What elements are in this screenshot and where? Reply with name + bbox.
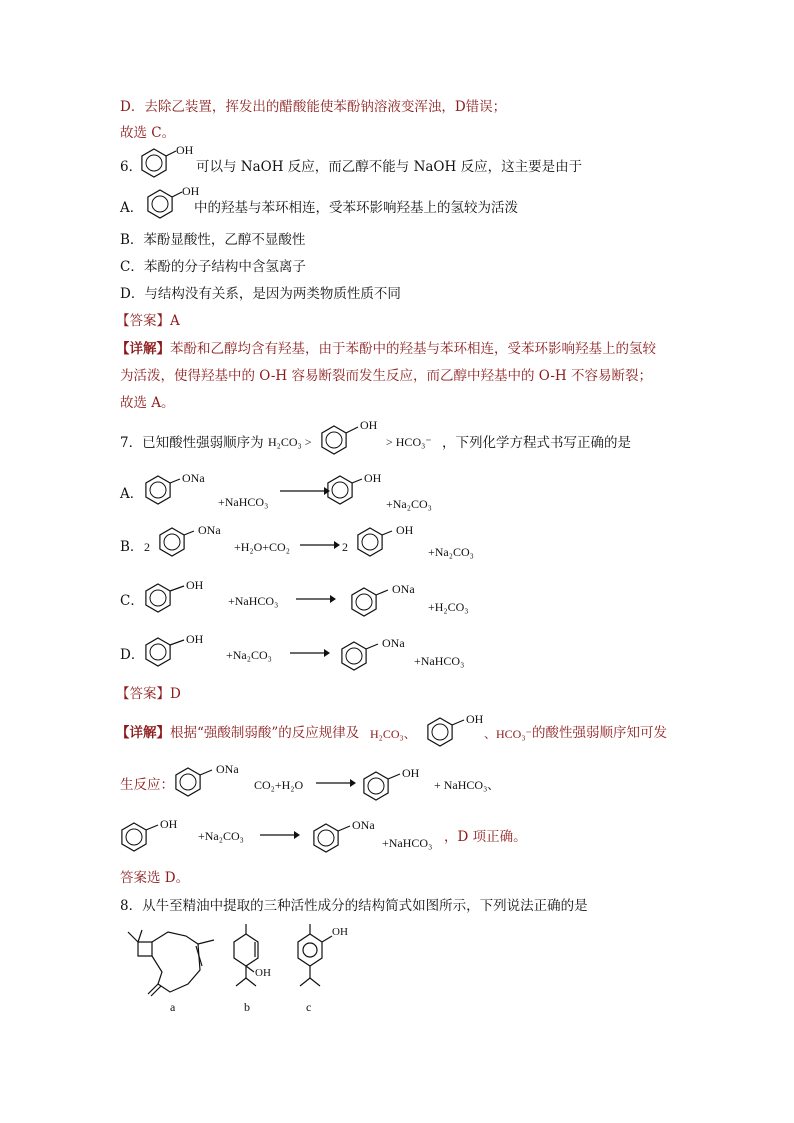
q7-stem-suffix: ，下列化学方程式书写正确的是 xyxy=(442,435,631,451)
q7-explain-a: 【详解】根据“强酸制弱酸”的反应规律及 xyxy=(116,725,360,741)
q6-stem: 可以与 NaOH 反应，而乙醇不能与 NaOH 反应，这主要是由于 xyxy=(196,159,583,175)
sodium-phenoxide-structure: ONa xyxy=(154,520,230,564)
q8-stem: 8．从牛至精油中提取的三种活性成分的结构简式如图所示，下列说法正确的是 xyxy=(120,898,588,914)
reaction-arrow-icon xyxy=(316,778,356,788)
structure-c-icon xyxy=(288,920,358,1000)
q7-a-product: +Na₂CO₃ xyxy=(386,497,432,511)
q7-b-coef1: 2 xyxy=(144,540,150,554)
q7-eq2-tail: ，D 项正确。 xyxy=(444,829,527,845)
q6-number: 6． xyxy=(120,159,143,175)
phenol-structure: OH xyxy=(116,815,186,859)
phenol-structure: OH xyxy=(316,418,388,462)
reaction-arrow-icon xyxy=(296,594,336,604)
phenol-structure: OH xyxy=(140,576,210,620)
structure-b-icon xyxy=(222,920,282,1000)
q7-conclusion: 答案选 D。 xyxy=(120,870,190,886)
q7-answer: 【答案】D xyxy=(116,686,181,702)
q7-b-coef2: 2 xyxy=(342,540,348,554)
phenol-structure: OH xyxy=(358,764,428,808)
q6-option-d: D．与结构没有关系，是因为两类物质性质不同 xyxy=(120,286,401,302)
q6-explain-line1: 【详解】苯酚和乙醇均含有羟基，由于苯酚中的羟基与苯环相连，受苯环影响羟基上的氢较 xyxy=(116,341,656,357)
q7-h2co3: H₂CO₃ > xyxy=(268,435,312,449)
q6-explain-line2: 为活泼，使得羟基中的 O-H 容易断裂而发生反应，而乙醇中羟基中的 O-H 不容易断裂； xyxy=(120,368,652,384)
q7-b-product: +Na₂CO₃ xyxy=(428,545,474,559)
q7-a-reagent: +NaHCO₃ xyxy=(218,495,269,509)
q7-stem-prefix: 7．已知酸性强弱顺序为 xyxy=(120,435,264,451)
q7-option-b-label: B． xyxy=(120,539,144,555)
sodium-phenoxide-structure: ONa xyxy=(170,760,250,804)
q7-option-d-label: D． xyxy=(120,647,145,663)
phenol-structure: OH xyxy=(140,630,210,674)
phenol-structure: OH xyxy=(352,520,422,564)
svg-text:OH: OH xyxy=(255,967,271,979)
q5-conclusion: 故选 C。 xyxy=(120,125,176,141)
q7-explain-hco3: 、HCO₃⁻ xyxy=(484,727,532,741)
q6-option-a: 中的羟基与苯环相连，受苯环影响羟基上的氢较为活泼 xyxy=(194,200,518,216)
q5-option-d-explain: D．去除乙装置，挥发出的醋酸能使苯酚钠溶液变浑浊，D错误； xyxy=(120,99,507,115)
q7-explain-c: 生反应： xyxy=(120,777,174,793)
q7-eq2-reagent: +Na₂CO₃ xyxy=(198,829,244,843)
structure-b-label: b xyxy=(244,1000,250,1014)
phenol-structure: OH xyxy=(136,145,196,185)
q7-d-reagent: +Na₂CO₃ xyxy=(226,648,272,662)
structure-c-label: c xyxy=(306,1000,312,1014)
q7-explain-b: 的酸性强弱顺序知可发 xyxy=(532,725,667,741)
phenol-structure: OH xyxy=(142,186,202,226)
q6-option-a-label: A． xyxy=(120,200,144,216)
q7-eq1-product: + NaHCO₃、 xyxy=(434,778,500,792)
sodium-phenoxide-structure: ONa xyxy=(336,634,412,678)
reaction-arrow-icon xyxy=(290,648,330,658)
q7-c-product: +H₂CO₃ xyxy=(428,600,469,614)
q7-eq2-product: +NaHCO₃ xyxy=(382,836,433,850)
sodium-phenoxide-structure: ONa xyxy=(308,816,388,860)
q7-d-product: +NaHCO₃ xyxy=(414,654,465,668)
q6-conclusion: 故选 A。 xyxy=(120,395,175,411)
phenol-structure: OH xyxy=(422,710,492,754)
reaction-arrow-icon xyxy=(300,540,340,550)
structure-a-icon xyxy=(118,922,228,1002)
q7-eq1-reagent: CO₂+H₂O xyxy=(254,778,304,792)
q6-answer: 【答案】A xyxy=(116,313,180,329)
q7-c-reagent: +NaHCO₃ xyxy=(228,594,279,608)
q6-option-c: C．苯酚的分子结构中含氢离子 xyxy=(120,259,306,275)
phenol-structure: OH xyxy=(322,468,392,512)
reaction-arrow-icon xyxy=(260,830,300,840)
q7-b-reagent: +H₂O+CO₂ xyxy=(234,540,290,554)
q6-option-b: B．苯酚显酸性，乙醇不显酸性 xyxy=(120,232,306,248)
q7-explain-h2co3: H₂CO₃、 xyxy=(370,727,416,741)
q7-option-c-label: C． xyxy=(120,593,144,609)
svg-text:OH: OH xyxy=(332,926,348,938)
q7-option-a-label: A． xyxy=(120,486,144,502)
q7-hco3: > HCO₃⁻ xyxy=(386,435,432,449)
sodium-phenoxide-structure: ONa xyxy=(346,580,422,624)
sodium-phenoxide-structure: ONa xyxy=(140,468,216,512)
structure-a-label: a xyxy=(170,1000,176,1014)
